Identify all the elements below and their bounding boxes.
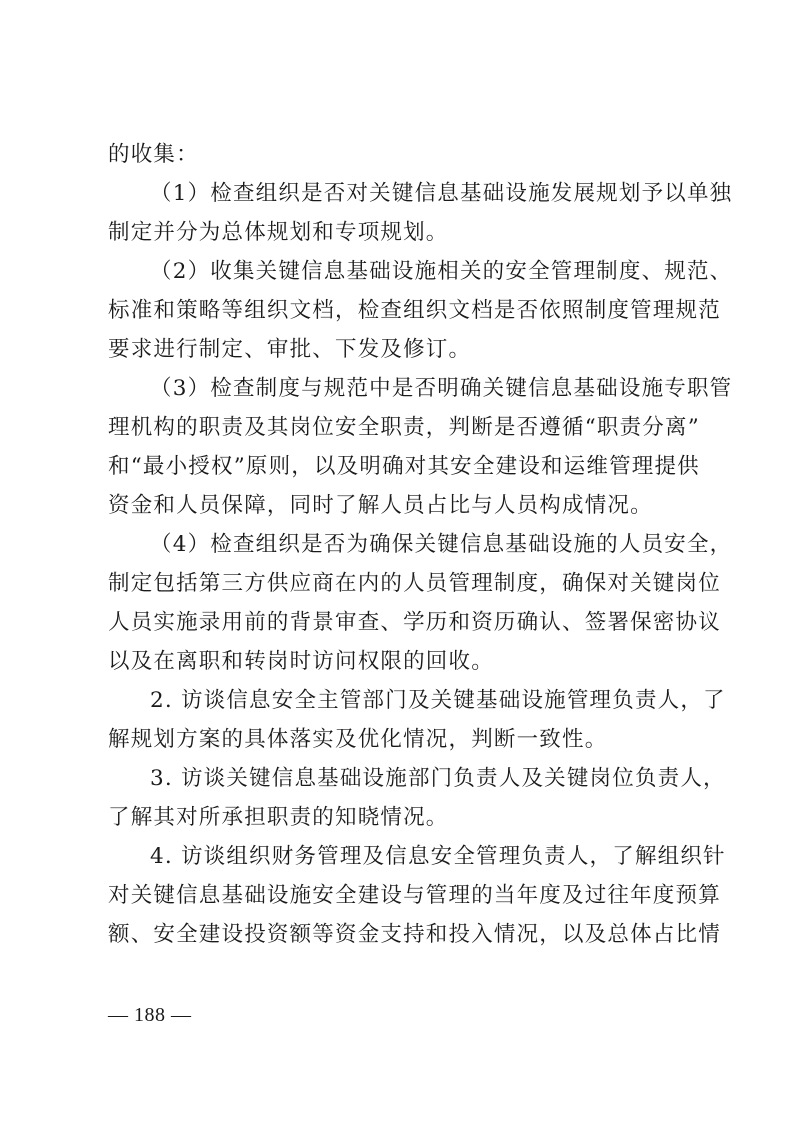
- text-line: （4）检查组织是否为确保关键信息基础设施的人员安全，: [150, 532, 733, 557]
- text-line: 解规划方案的具体落实及优化情况，判断一致性。: [108, 727, 608, 752]
- text-line: 了解其对所承担职责的知晓情况。: [108, 805, 449, 830]
- text-line: 标准和策略等组织文档，检查组织文档是否依照制度管理规范: [108, 298, 721, 323]
- text-line: 要求进行制定、审批、下发及修订。: [108, 337, 472, 362]
- text-line: 制定包括第三方供应商在内的人员管理制度，确保对关键岗位: [108, 571, 721, 596]
- text-line: 制定并分为总体规划和专项规划。: [108, 220, 449, 245]
- text-line: 3. 访谈关键信息基础设施部门负责人及关键岗位负责人，: [150, 766, 726, 791]
- page-number: — 188 —: [108, 1004, 192, 1026]
- text-line: 以及在离职和转岗时访问权限的回收。: [108, 649, 494, 674]
- text-line: 4. 访谈组织财务管理及信息安全管理负责人，了解组织针: [150, 844, 726, 869]
- text-line: 和“最小授权”原则，以及明确对其安全建设和运维管理提供: [108, 454, 700, 479]
- text-line: （3）检查制度与规范中是否明确关键信息基础设施专职管: [150, 376, 733, 401]
- text-line: 的收集：: [108, 142, 199, 167]
- text-line: （2）收集关键信息基础设施相关的安全管理制度、规范、: [150, 259, 733, 284]
- text-line: 对关键信息基础设施安全建设与管理的当年度及过往年度预算: [108, 883, 721, 908]
- text-line: 2. 访谈信息安全主管部门及关键基础设施管理负责人，了: [150, 688, 726, 713]
- text-line: 资金和人员保障，同时了解人员占比与人员构成情况。: [108, 493, 653, 518]
- text-line: 额、安全建设投资额等资金支持和投入情况，以及总体占比情: [108, 922, 721, 947]
- text-line: （1）检查组织是否对关键信息基础设施发展规划予以单独: [150, 181, 733, 206]
- text-line: 人员实施录用前的背景审查、学历和资历确认、签署保密协议: [108, 610, 721, 635]
- text-line: 理机构的职责及其岗位安全职责，判断是否遵循“职责分离”: [108, 415, 700, 440]
